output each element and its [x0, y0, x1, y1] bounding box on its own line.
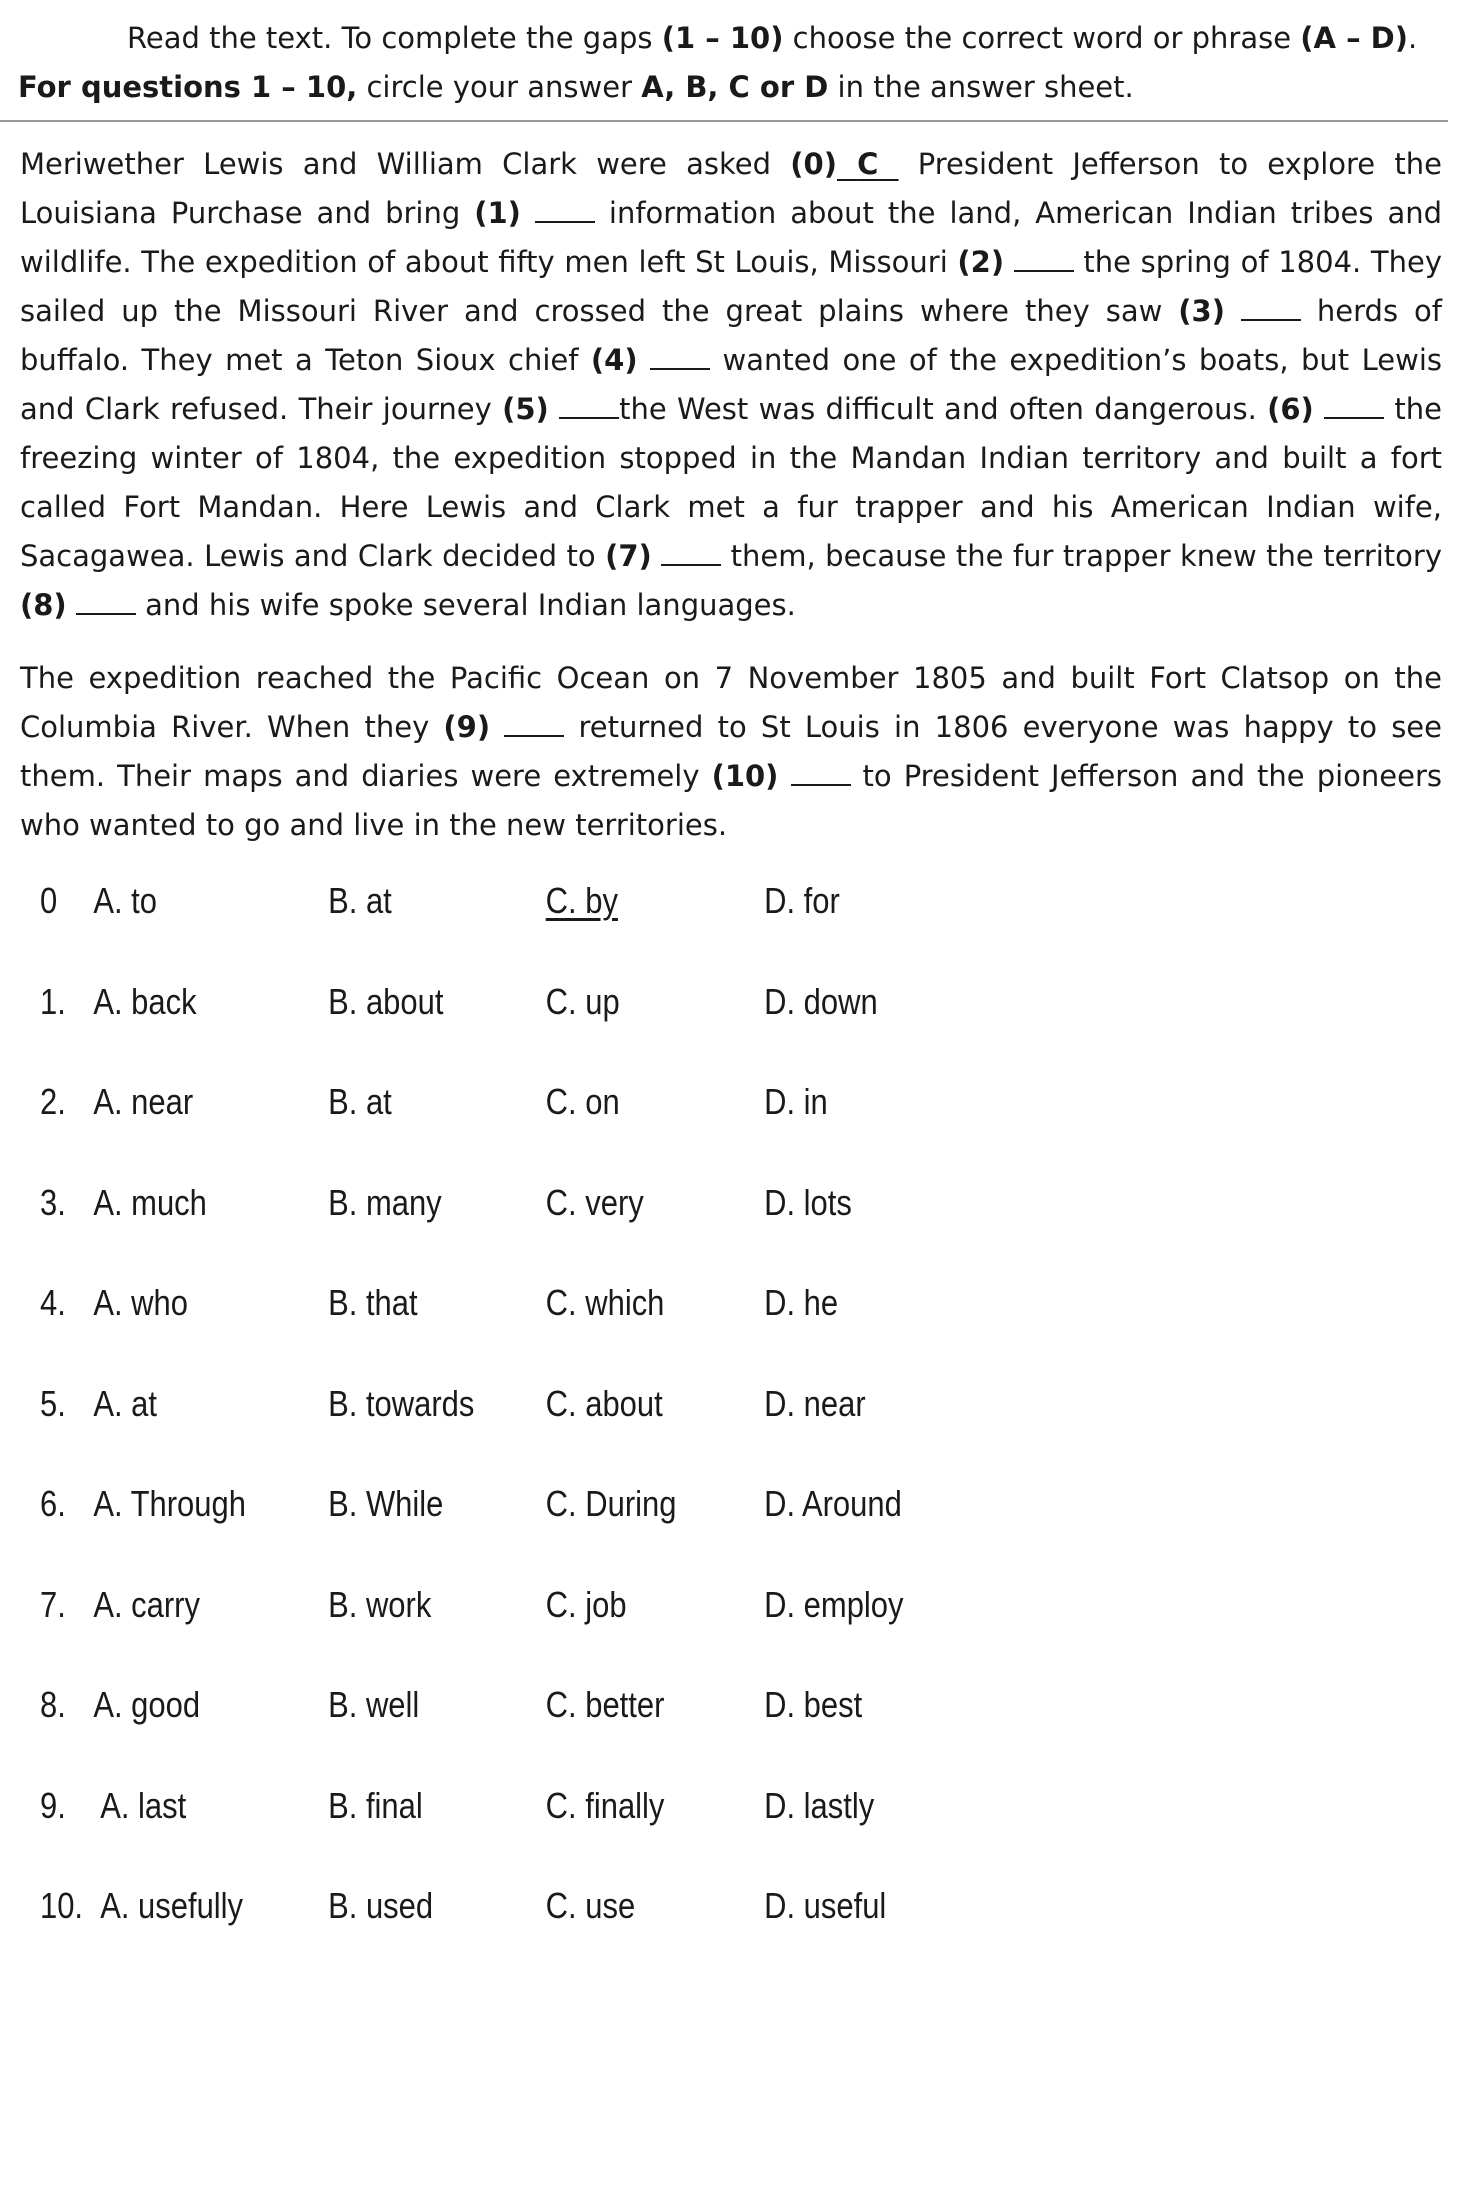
- option-row: [40, 1081, 986, 1182]
- option-b[interactable]: B. work: [328, 1583, 432, 1625]
- option-a[interactable]: A. Through: [93, 1483, 246, 1524]
- option-d[interactable]: D. down: [764, 980, 878, 1022]
- option-b[interactable]: B. towards: [328, 1382, 475, 1424]
- option-c[interactable]: C. about: [545, 1382, 663, 1424]
- passage-text: and his wife spoke several Indian languages.: [135, 588, 796, 622]
- passage-text: President Jefferson to explore the Louisiana Purchase and bring: [20, 147, 1442, 230]
- option-a[interactable]: A. last: [100, 1784, 187, 1826]
- option-a[interactable]: A. near: [93, 1081, 194, 1122]
- option-a[interactable]: A. who: [93, 1282, 188, 1323]
- gap-number: (0): [790, 147, 837, 181]
- option-c[interactable]: C. finally: [545, 1784, 665, 1826]
- option-c[interactable]: C. use: [545, 1885, 636, 1926]
- gap-blank: [791, 758, 851, 786]
- gap-number: (1): [474, 196, 521, 230]
- question-number: 4.: [40, 1282, 66, 1323]
- passage-text: them, because the fur trapper knew the territory: [721, 539, 1443, 573]
- separator-line: [0, 120, 1448, 122]
- question-number: 1.: [40, 980, 66, 1022]
- question-number: 6.: [40, 1483, 66, 1524]
- gap-number: (6): [1267, 392, 1314, 426]
- option-row: [40, 1885, 986, 1986]
- gap-number: (9): [443, 710, 491, 744]
- gap-number: (7): [605, 539, 652, 573]
- option-d[interactable]: D. for: [764, 880, 840, 921]
- gap-blank: [76, 587, 136, 615]
- answer-options: [40, 880, 986, 1986]
- gap-blank: [661, 538, 721, 566]
- instruction-text: .: [1408, 21, 1418, 55]
- question-number: 8.: [40, 1684, 66, 1725]
- option-d[interactable]: D. Around: [764, 1483, 902, 1524]
- option-row: [40, 1684, 986, 1785]
- question-number: 0: [40, 880, 58, 921]
- gap-number: (2): [957, 245, 1005, 279]
- option-c-selected[interactable]: C. by: [545, 880, 618, 921]
- option-b[interactable]: B. While: [328, 1483, 444, 1524]
- gap-blank: [559, 391, 619, 419]
- passage-text: The expedition reached the Pacific Ocean on 7 November 1805 and built Fort Clatsop on the Columbia River. When they: [20, 661, 1442, 744]
- passage-text: herds of buffalo. They met a Teton Sioux chief: [20, 294, 1443, 377]
- option-b[interactable]: B. many: [328, 1181, 442, 1223]
- gap-range: (1 – 10): [661, 21, 784, 55]
- example-answer: [837, 147, 899, 181]
- passage-paragraph-1: [20, 140, 1442, 630]
- instruction-line-2: [18, 67, 1134, 107]
- question-number: 10.: [40, 1885, 84, 1926]
- option-b[interactable]: B. at: [328, 880, 392, 921]
- option-d[interactable]: D. lastly: [764, 1784, 875, 1826]
- passage-text: returned to St Louis in 1806 everyone was happy to see them. Their maps and diaries were extremely: [20, 710, 1442, 793]
- gap-number: (5): [502, 392, 549, 426]
- option-c[interactable]: C. on: [545, 1081, 620, 1122]
- gap-number: (8): [20, 588, 67, 622]
- option-d[interactable]: D. best: [764, 1684, 863, 1725]
- option-c[interactable]: C. very: [545, 1181, 644, 1223]
- instruction-text: circle your answer: [357, 70, 642, 104]
- option-c[interactable]: C. which: [545, 1282, 665, 1323]
- option-a[interactable]: A. carry: [93, 1583, 200, 1625]
- option-row: [40, 1584, 986, 1685]
- option-row: [40, 1785, 986, 1886]
- passage-text: wanted one of the expedition’s boats, but Lewis and Clark refused. Their journey: [20, 343, 1443, 426]
- option-d[interactable]: D. employ: [764, 1583, 904, 1625]
- gap-number: (10): [711, 759, 779, 793]
- passage-text: information about the land, American Indian tribes and wildlife. The expedition of about fifty men left St Louis, Missouri: [20, 196, 1443, 279]
- option-d[interactable]: D. useful: [764, 1885, 887, 1926]
- option-d[interactable]: D. near: [764, 1382, 866, 1424]
- question-number: 2.: [40, 1081, 66, 1122]
- option-c[interactable]: C. job: [545, 1583, 627, 1625]
- passage-text: to President Jefferson and the pioneers who wanted to go and live in the new territories.: [20, 759, 1442, 842]
- passage-text: the spring of 1804. They sailed up the Missouri River and crossed the great plains where they saw: [20, 245, 1442, 328]
- option-d[interactable]: D. lots: [764, 1181, 852, 1223]
- option-c[interactable]: C. better: [545, 1684, 665, 1725]
- gap-blank: [1241, 293, 1301, 321]
- option-a[interactable]: A. good: [93, 1684, 201, 1725]
- option-a[interactable]: A. to: [93, 880, 158, 921]
- option-b[interactable]: B. used: [328, 1885, 434, 1926]
- gap-blank: [535, 195, 595, 223]
- instruction-line-1: [127, 18, 1417, 58]
- question-number: 9.: [40, 1784, 66, 1826]
- option-row: [40, 981, 986, 1082]
- passage-text: the freezing winter of 1804, the expedition stopped in the Mandan Indian territory and built a fort called Fort Mandan. Here Lewis and Clark met a fur trapper and his American Indian wife, Sacagawea. Lewis and Clark decided to: [20, 392, 1443, 573]
- instruction-text: in the answer sheet.: [828, 70, 1134, 104]
- gap-blank: [504, 709, 564, 737]
- gap-number: (4): [590, 343, 638, 377]
- gap-blank: [1014, 244, 1074, 272]
- option-a[interactable]: A. usefully: [100, 1885, 244, 1926]
- gap-number: (3): [1178, 294, 1225, 328]
- option-row: [40, 1383, 986, 1484]
- passage-text: Meriwether Lewis and William Clark were asked: [20, 147, 791, 181]
- question-number: 7.: [40, 1583, 66, 1625]
- option-b[interactable]: B. that: [328, 1282, 418, 1323]
- option-b[interactable]: B. about: [328, 980, 444, 1022]
- answer-letters: A, B, C or D: [641, 70, 829, 104]
- option-a[interactable]: A. back: [93, 980, 197, 1022]
- option-range: (A – D): [1300, 21, 1408, 55]
- option-b[interactable]: B. at: [328, 1081, 392, 1122]
- instruction-text: choose the correct word or phrase: [783, 21, 1301, 55]
- passage-text: the West was difficult and often dangerous.: [619, 392, 1268, 426]
- instruction-text: Read the text. To complete the gaps: [127, 21, 662, 55]
- option-a[interactable]: A. much: [93, 1181, 207, 1223]
- question-number: 3.: [40, 1181, 66, 1223]
- passage-paragraph-2: [20, 654, 1442, 850]
- option-row: [40, 1182, 986, 1283]
- option-row: [40, 1483, 986, 1584]
- question-range: For questions 1 – 10,: [18, 70, 358, 104]
- option-d[interactable]: D. in: [764, 1081, 828, 1122]
- option-b[interactable]: B. well: [328, 1684, 420, 1725]
- option-c[interactable]: C. During: [545, 1483, 677, 1524]
- gap-blank: [650, 342, 710, 370]
- option-row: [40, 1282, 986, 1383]
- option-d[interactable]: D. he: [764, 1282, 839, 1323]
- option-b[interactable]: B. final: [328, 1784, 423, 1826]
- gap-blank: [1324, 391, 1384, 419]
- question-number: 5.: [40, 1382, 66, 1424]
- option-row: [40, 880, 986, 981]
- option-c[interactable]: C. up: [545, 980, 620, 1022]
- example-answer-letter: C: [857, 147, 879, 181]
- option-a[interactable]: A. at: [93, 1382, 158, 1424]
